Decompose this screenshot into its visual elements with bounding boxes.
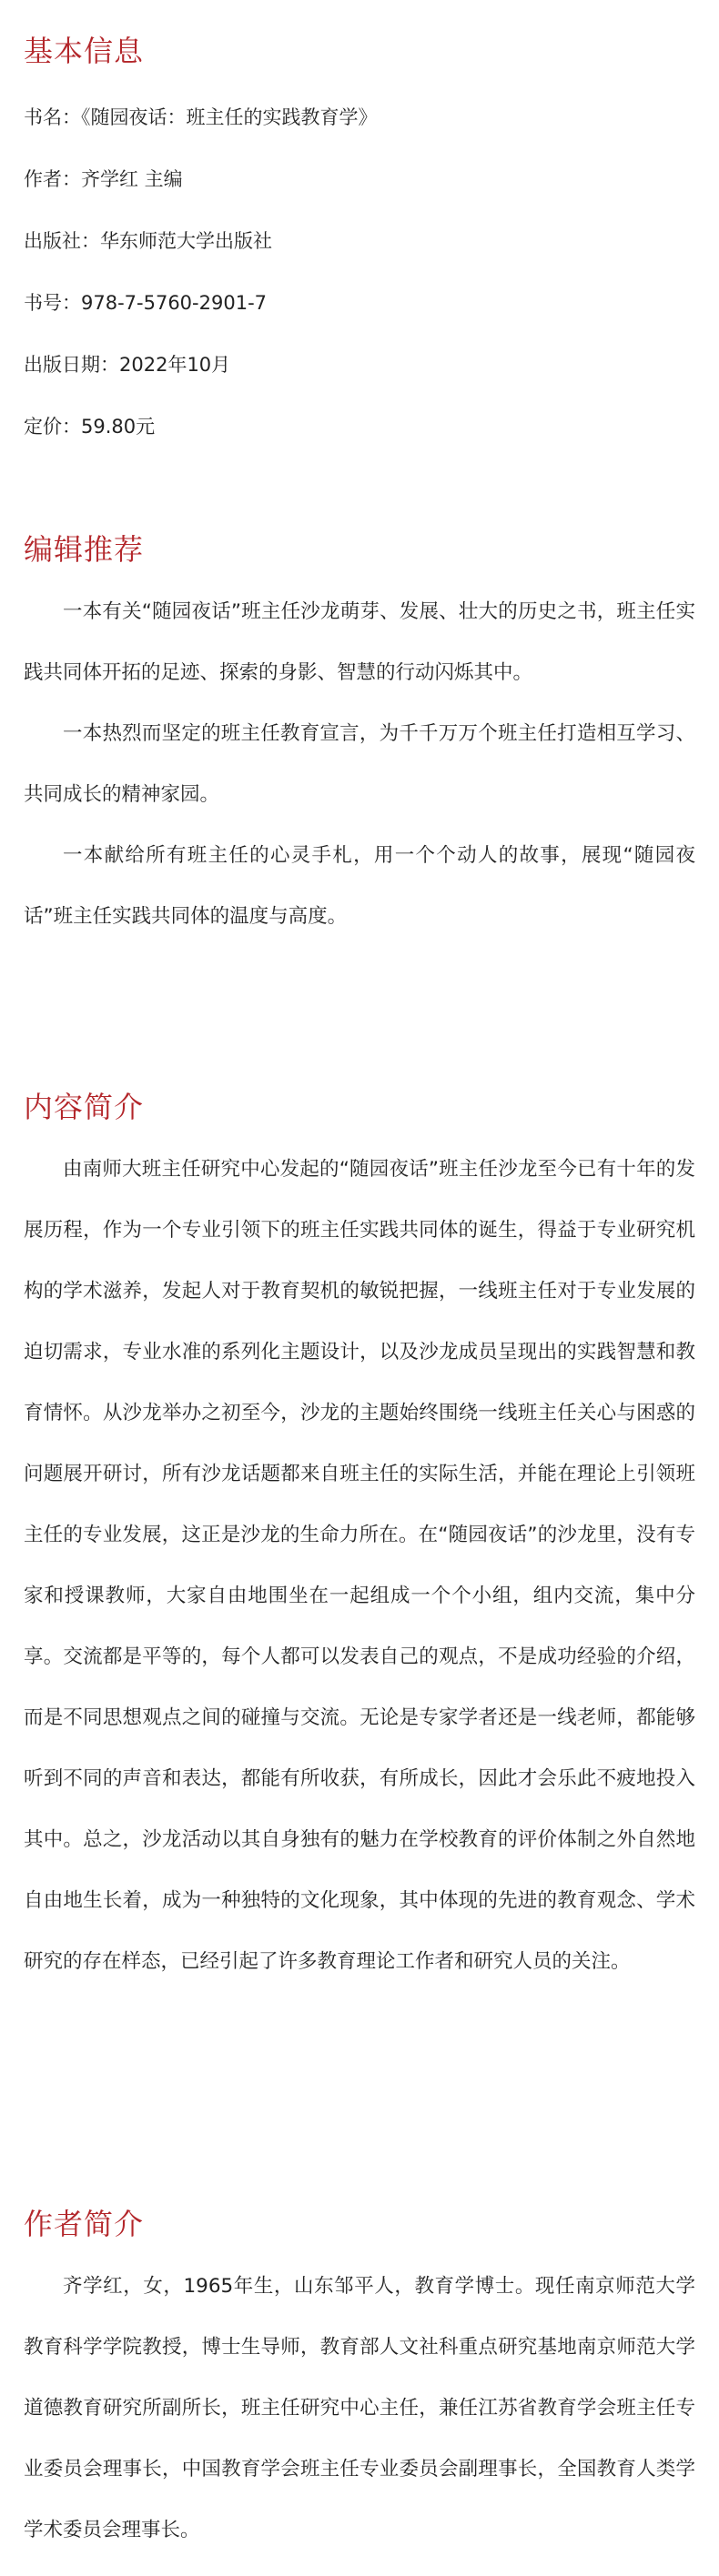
book-price: 定价：59.80元 <box>24 416 156 438</box>
editor-recommendation-section <box>24 531 695 947</box>
author-intro-body <box>24 2256 695 2561</box>
book-publisher: 出版社：华东师范大学出版社 <box>24 230 272 252</box>
editor-recommendation-heading: 编辑推荐 <box>24 532 145 567</box>
editor-recommendation-body <box>24 581 695 947</box>
book-title: 书名：《随园夜话：班主任的实践教育学》 <box>24 106 378 128</box>
editor-recommendation-paragraph: 一本献给所有班主任的心灵手札，用一个个动人的故事，展现“随园夜话”班主任实践共同体的温度与高度。 <box>24 844 695 928</box>
content-summary-section <box>24 1089 695 1992</box>
author-intro-section <box>24 2206 695 2561</box>
content-summary-heading: 内容简介 <box>24 1090 145 1124</box>
content-summary-body <box>24 1139 695 1992</box>
basic-info-heading: 基本信息 <box>24 34 145 68</box>
author-intro-paragraph: 齐学红，女，1965年生，山东邹平人，教育学博士。现任南京师范大学教育科学学院教授，博士生导师，教育部人文社科重点研究基地南京师范大学道德教育研究所副所长，班主任研究中心主任，兼任江苏省教育学会班主任专业委员会理事长，中国教育学会班主任专业委员会副理事长，全国教育人类学学术委员会理事长。 <box>24 2275 695 2541</box>
content-summary-paragraph: 由南师大班主任研究中心发起的“随园夜话”班主任沙龙至今已有十年的发展历程，作为一个专业引领下的班主任实践共同体的诞生，得益于专业研究机构的学术滋养，发起人对于教育契机的敏锐把握，一线班主任对于专业发展的迫切需求，专业水准的系列化主题设计，以及沙龙成员呈现出的实践智慧和教育情怀。从沙龙举办之初至今，沙龙的主题始终围绕一线班主任关心与困惑的问题展开研讨，所有沙龙话题都来自班主任的实际生活，并能在理论上引领班主任的专业发展，这正是沙龙的生命力所在。在“随园夜话”的沙龙里，没有专家和授课教师，大家自由地围坐在一起组成一个个小组，组内交流，集中分享。交流都是平等的，每个人都可以发表自己的观点，不是成功经验的介绍，而是不同思想观点之间的碰撞与交流。无论是专家学者还是一线老师，都能够听到不同的声音和表达，都能有所收获，有所成长，因此才会乐此不疲地投入其中。总之，沙龙活动以其自身独有的魅力在学校教育的评价体制之外自然地自由地生长着，成为一种独特的文化现象，其中体现的先进的教育观念、学术研究的存在样态，已经引起了许多教育理论工作者和研究人员的关注。 <box>24 1158 695 1973</box>
editor-recommendation-paragraph: 一本有关“随园夜话”班主任沙龙萌芽、发展、壮大的历史之书，班主任实践共同体开拓的足迹、探索的身影、智慧的行动闪烁其中。 <box>24 600 695 684</box>
basic-info-section <box>24 33 695 440</box>
book-isbn: 书号：978-7-5760-2901-7 <box>24 292 268 314</box>
author-intro-heading: 作者简介 <box>24 2207 145 2241</box>
editor-recommendation-paragraph: 一本热烈而坚定的班主任教育宣言，为千千万万个班主任打造相互学习、共同成长的精神家园。 <box>24 722 695 806</box>
book-author: 作者：齐学红 主编 <box>24 168 183 190</box>
book-pub-date: 出版日期：2022年10月 <box>24 354 231 376</box>
